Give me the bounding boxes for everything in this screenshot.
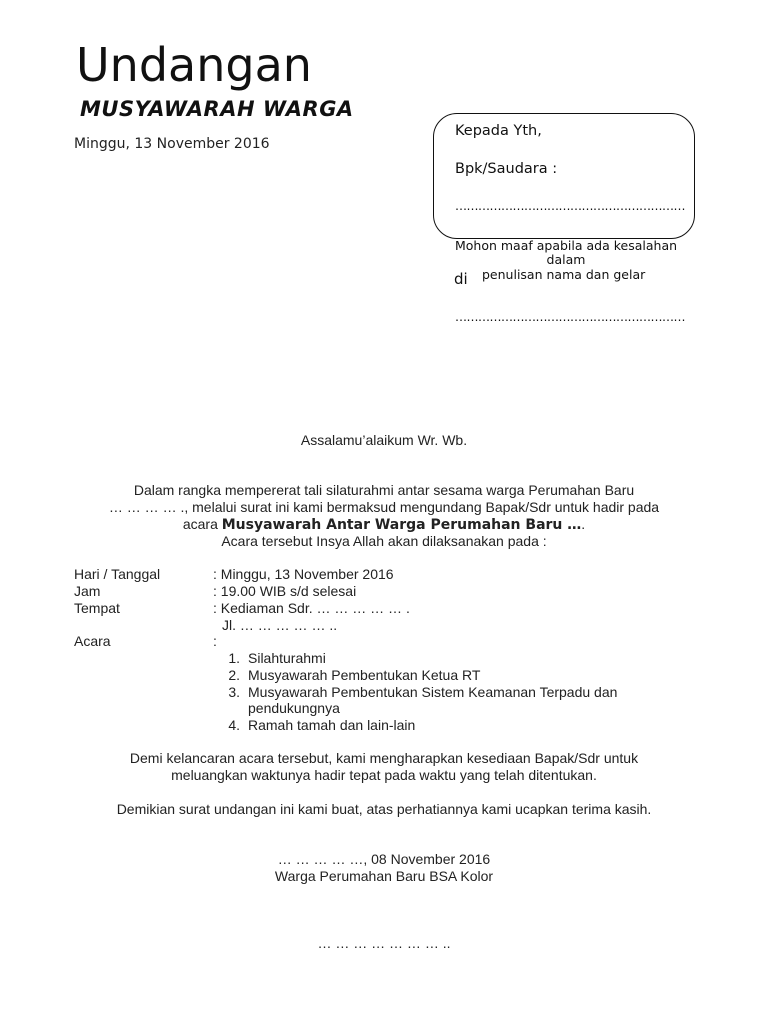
intro-line-3-suffix: . — [581, 516, 586, 532]
sender-name: Warga Perumahan Baru BSA Kolor — [274, 868, 494, 884]
agenda-item: Musyawarah Pembentukan Ketua RT — [248, 667, 481, 683]
recipient-label: Bpk/Saudara : — [455, 161, 558, 177]
header-date: Minggu, 13 November 2016 — [74, 136, 270, 152]
page-title: Undangan — [76, 38, 312, 92]
day-label: Hari / Tanggal — [74, 566, 161, 582]
event-name: Musyawarah Antar Warga Perumahan Baru … — [221, 517, 582, 533]
time-value: : 19.00 WIB s/d selesai — [213, 583, 357, 599]
location-label: di — [454, 270, 468, 288]
agenda-item: Musyawarah Pembentukan Sistem Keamanan Terpadu dan — [248, 684, 618, 700]
place-label: Tempat — [74, 600, 120, 616]
recipient-name-blank: …………………………………………………… — [455, 199, 685, 213]
time-label: Jam — [74, 583, 101, 599]
place-street: Jl. … … … … … .. — [222, 617, 338, 633]
intro-line-2: … … … … ., melalui surat ini kami bermaksud mengundang Bapak/Sdr untuk hadir pada — [108, 499, 660, 515]
agenda-item-number: 3. — [228, 684, 240, 700]
place-value: : Kediaman Sdr. … … … … … . — [213, 600, 410, 616]
closing-line-2: meluangkan waktunya hadir tepat pada waktu yang telah ditentukan. — [171, 767, 597, 783]
intro-line-3-prefix: acara — [182, 516, 222, 532]
agenda-item: Silahturahmi — [248, 650, 326, 666]
closing-thanks: Demikian surat undangan ini kami buat, atas perhatiannya kami ucapkan terima kasih. — [116, 801, 652, 817]
signature-blank: … … … … … … … .. — [317, 935, 451, 951]
apology-note: Mohon maaf apabila ada kesalahan dalam — [454, 238, 678, 267]
agenda-colon: : — [213, 633, 217, 649]
agenda-item-number: 4. — [228, 717, 240, 733]
intro-line-4: Acara tersebut Insya Allah akan dilaksanakan pada : — [221, 533, 547, 549]
apology-note-cont: penulisan nama dan gelar — [482, 267, 646, 282]
agenda-item-continuation: pendukungnya — [248, 700, 340, 716]
agenda-item-number: 2. — [228, 667, 240, 683]
location-blank: …………………………………………………… — [455, 310, 685, 324]
intro-line-3 — [0, 516, 768, 533]
intro-line-1: Dalam rangka mempererat tali silaturahmi antar sesama warga Perumahan Baru — [133, 482, 635, 498]
agenda-item: Ramah tamah dan lain-lain — [248, 717, 416, 733]
agenda-label: Acara — [74, 633, 111, 649]
page-subtitle: MUSYAWARAH WARGA — [80, 97, 354, 121]
greeting: Assalamu’alaikum Wr. Wb. — [300, 432, 468, 448]
closing-line-1: Demi kelancaran acara tersebut, kami mengharapkan kesediaan Bapak/Sdr untuk — [129, 750, 639, 766]
signing-place-date: … … … … …, 08 November 2016 — [277, 851, 491, 867]
day-value: : Minggu, 13 November 2016 — [213, 566, 394, 582]
address-to: Kepada Yth, — [455, 123, 542, 139]
agenda-item-number: 1. — [228, 650, 240, 666]
